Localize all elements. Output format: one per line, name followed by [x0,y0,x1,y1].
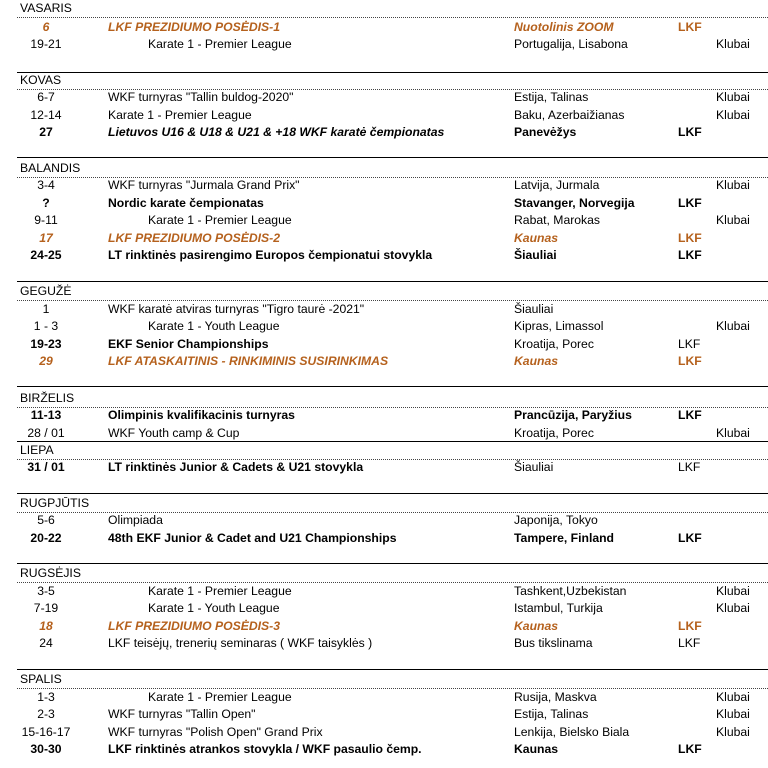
event-organizer: LKF [678,530,702,545]
event-row [0,706,768,724]
event-row [0,635,768,653]
event-participants: Klubai [716,37,750,52]
section-divider [17,563,768,564]
event-location: Portugalija, Lisabona [514,37,628,52]
event-participants: Klubai [716,213,750,228]
event-name: LKF PREZIDIUMO POSĖDIS-1 [108,19,280,34]
event-date: 6 [42,19,50,34]
event-row [0,512,768,530]
event-name: Karate 1 - Youth League [148,601,280,616]
event-row [0,36,768,54]
event-organizer: LKF [678,248,702,263]
event-date: 28 / 01 [27,425,65,440]
event-name: LKF teisėjų, trenerių seminaras ( WKF taisyklės ) [108,636,373,651]
event-row [0,89,768,107]
event-location: Nuotolinis ZOOM [514,19,614,34]
event-location: Tashkent,Uzbekistan [514,583,627,598]
event-location: Lenkija, Bielsko Biala [514,724,630,739]
event-location: Japonija, Tokyo [514,513,598,527]
event-row [0,600,768,618]
section-divider [17,669,768,670]
event-row [0,230,768,248]
event-organizer: LKF [678,408,702,422]
event-name: WKF turnyras "Tallin buldog-2020" [108,90,294,104]
event-organizer: LKF [678,19,702,34]
event-location: Rabat, Marokas [514,213,601,228]
event-location: Kroatija, Porec [514,336,594,351]
event-name: LKF PREZIDIUMO POSĖDIS-2 [108,230,280,245]
event-name: LT rinktinės Junior & Cadets & U21 stovykla [108,460,364,474]
event-name: Olimpiada [108,513,163,527]
event-location: Šiauliai [514,460,554,474]
event-participants: Klubai [716,107,750,122]
event-location: Kaunas [514,742,559,757]
event-date: 24-25 [30,248,62,263]
event-location: Estija, Talinas [514,90,589,104]
event-row [0,212,768,230]
event-date: 2-3 [37,707,55,722]
event-name: Karate 1 - Premier League [108,107,252,122]
event-date: 5-6 [37,513,55,527]
event-row [0,407,768,425]
event-name: EKF Senior Championships [108,336,269,351]
event-row [0,318,768,336]
event-name: Karate 1 - Premier League [148,213,292,228]
event-date: 18 [39,618,53,633]
event-name: LT rinktinės pasirengimo Europos čempionatui stovykla [108,248,433,263]
event-organizer: LKF [678,230,702,245]
month-underline [17,17,768,18]
month-header: BALANDIS [20,161,81,175]
event-row [0,530,768,548]
event-participants: Klubai [716,425,750,440]
event-row [0,19,768,37]
event-row [0,618,768,636]
event-location: Šiauliai [514,248,557,263]
event-name: Nordic karate čempionatas [108,195,264,210]
event-row [0,459,768,477]
event-name: Olimpinis kvalifikacinis turnyras [108,408,295,422]
event-date: 11-13 [30,408,62,422]
event-name: Karate 1 - Youth League [148,319,280,334]
event-date: ? [42,195,50,210]
section-divider [17,157,768,158]
event-organizer: LKF [678,354,702,369]
event-location: Latvija, Jurmala [514,178,600,192]
section-divider [17,493,768,494]
event-participants: Klubai [716,583,750,598]
event-date: 12-14 [30,107,62,122]
event-row [0,247,768,265]
event-participants: Klubai [716,178,750,192]
event-date: 29 [39,354,53,369]
event-row [0,301,768,319]
event-date: 1 [42,301,50,316]
month-header: RUGPJŪTIS [20,496,90,510]
event-date: 1-3 [37,689,55,704]
event-row [0,107,768,125]
event-name: Lietuvos U16 & U18 & U21 & +18 WKF karatė čempionatas [108,125,445,140]
event-location: Stavanger, Norvegija [514,195,635,210]
event-date: 6-7 [37,90,55,104]
section-divider [17,441,768,442]
event-participants: Klubai [716,724,750,739]
month-header: SPALIS [20,672,62,686]
event-date: 1 - 3 [33,319,59,334]
section-divider [17,281,768,282]
event-date: 24 [39,636,53,651]
event-participants: Klubai [716,707,750,722]
event-location: Tampere, Finland [514,530,614,545]
event-location: Kroatija, Porec [514,425,594,440]
event-organizer: LKF [678,125,702,140]
event-name: WKF Youth camp & Cup [108,425,240,440]
event-location: Istambul, Turkija [514,601,603,616]
event-date: 3-5 [37,583,55,598]
event-date: 3-4 [37,178,55,192]
event-location: Kaunas [514,354,559,369]
event-location: Kaunas [514,618,559,633]
event-row [0,724,768,742]
event-date: 31 / 01 [27,460,65,474]
event-row [0,583,768,601]
event-row [0,689,768,707]
event-name: Karate 1 - Premier League [148,583,292,598]
section-divider [17,386,768,387]
event-name: Karate 1 - Premier League [148,689,292,704]
event-row [0,195,768,213]
event-name: Karate 1 - Premier League [148,37,292,52]
event-row [0,353,768,371]
event-location: Kipras, Limassol [514,319,604,334]
month-header: RUGSĖJIS [20,566,81,580]
event-name: LKF PREZIDIUMO POSĖDIS-3 [108,618,280,633]
event-name: WKF turnyras "Polish Open" Grand Prix [108,724,323,739]
month-header: LIEPA [20,443,54,457]
event-row [0,177,768,195]
event-location: Šiauliai [514,301,554,316]
event-participants: Klubai [716,689,750,704]
event-name: LKF rinktinės atrankos stovykla / WKF pasaulio čemp. [108,742,422,757]
event-name: WKF karatė atviras turnyras "Tigro taurė -2021" [108,301,365,316]
event-organizer: LKF [678,195,702,210]
month-header: BIRŽELIS [20,391,75,405]
event-date: 9-11 [34,213,58,228]
event-date: 7-19 [33,601,59,616]
event-organizer: LKF [678,618,702,633]
event-name: 48th EKF Junior & Cadet and U21 Championships [108,530,397,545]
event-date: 19-21 [30,37,62,52]
month-header: VASARIS [20,1,72,15]
event-row [0,336,768,354]
event-location: Kaunas [514,230,559,245]
event-date: 19-23 [30,336,62,351]
event-name: WKF turnyras "Jurmala Grand Prix" [108,178,300,192]
event-row [0,425,768,443]
event-participants: Klubai [716,601,750,616]
event-date: 20-22 [30,530,62,545]
event-location: Rusija, Maskva [514,689,597,704]
month-header: GEGUŽĖ [20,284,72,298]
section-divider [17,72,768,73]
event-organizer: LKF [678,742,702,757]
event-location: Panevėžys [514,125,577,140]
event-organizer: LKF [678,336,701,351]
event-name: LKF ATASKAITINIS - RINKIMINIS SUSIRINKIMAS [108,354,389,369]
event-location: Bus tikslinama [514,636,593,651]
event-row [0,124,768,142]
event-row [0,741,768,759]
event-organizer: LKF [678,636,701,651]
event-location: Prancūzija, Paryžius [514,408,632,422]
event-date: 17 [39,230,53,245]
event-participants: Klubai [716,319,750,334]
event-location: Baku, Azerbaižianas [514,107,625,122]
event-location: Estija, Talinas [514,707,589,722]
event-organizer: LKF [678,460,701,474]
month-header: KOVAS [20,73,62,87]
event-date: 30-30 [30,742,62,757]
event-date: 27 [39,125,53,140]
event-date: 15-16-17 [21,724,71,739]
event-participants: Klubai [716,90,750,104]
event-name: WKF turnyras "Tallin Open" [108,707,256,722]
